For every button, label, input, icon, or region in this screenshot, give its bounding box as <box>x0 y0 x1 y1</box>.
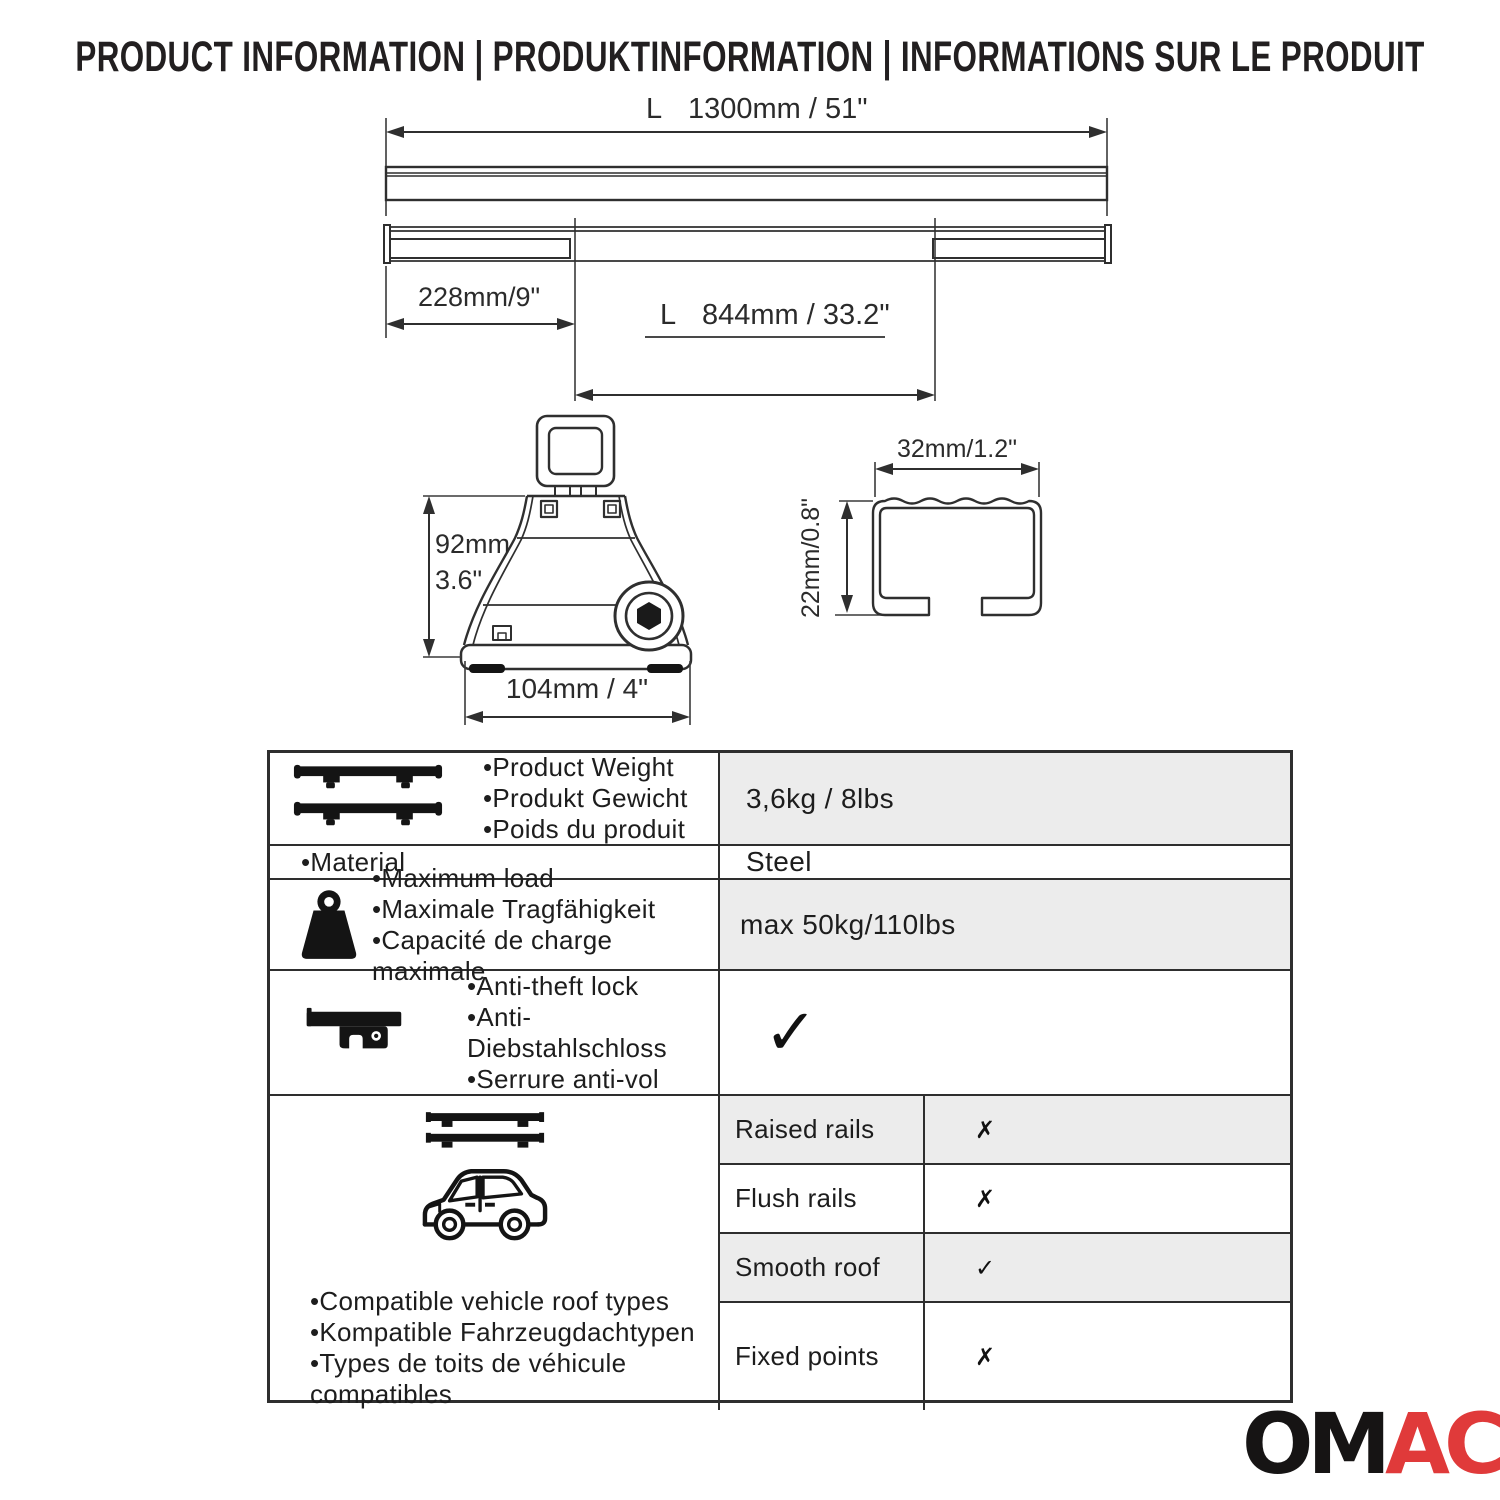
crossbar-bottom-view <box>384 225 1111 263</box>
c-channel-profile <box>873 499 1041 616</box>
dim-end-offset <box>386 282 575 330</box>
row-roof-types <box>270 1096 1290 1410</box>
dim-span <box>575 299 935 401</box>
mounting-foot-drawing <box>405 393 725 733</box>
roof-type-label: Flush rails <box>720 1165 925 1232</box>
roof-type-mark: ✗ <box>975 1342 996 1371</box>
crossbar-length-drawing <box>380 88 1120 403</box>
extension-lines <box>386 118 1107 401</box>
page-title: PRODUCT INFORMATION | PRODUKTINFORMATION | INFORMATIONS SUR LE PRODUIT <box>75 33 1425 81</box>
dim-foot-height <box>423 496 525 657</box>
anti-theft-check-mark: ✓ <box>764 995 819 1070</box>
dim-profile-width-value: 32mm/1.2" <box>896 435 1018 463</box>
value-material: Steel <box>746 846 812 877</box>
row-anti-theft <box>270 971 1290 1096</box>
label-product-weight-fr: •Poids du produit <box>483 814 686 844</box>
roof-type-row-fixed-points <box>720 1303 1290 1410</box>
crossbar-side-view <box>386 167 1107 200</box>
roof-type-mark: ✓ <box>975 1253 996 1282</box>
label-anti-theft-de: •Anti-Diebstahlschloss <box>467 1001 667 1063</box>
roof-type-row-flush-rails <box>720 1165 1290 1234</box>
roof-type-mark: ✗ <box>975 1115 996 1144</box>
roof-type-row-raised-rails <box>720 1096 1290 1165</box>
label-roof-types-fr2: compatibles <box>310 1379 453 1409</box>
dim-foot-width-value: 104mm / 4" <box>505 673 649 704</box>
value-max-load: max 50kg/110lbs <box>720 880 1290 969</box>
label-material: •Material <box>301 846 406 877</box>
label-anti-theft-en: •Anti-theft lock <box>467 970 639 1001</box>
omac-logo-black: OM <box>1242 1395 1385 1493</box>
label-max-load-de: •Maximale Tragfähigkeit <box>372 893 656 924</box>
roof-type-label: Smooth roof <box>720 1234 925 1301</box>
spec-table <box>267 750 1293 1409</box>
label-anti-theft-fr: •Serrure anti-vol <box>467 1063 659 1094</box>
label-roof-types-en: •Compatible vehicle roof types <box>310 1286 670 1316</box>
label-max-load-en: •Maximum load <box>372 862 555 893</box>
label-product-weight-en: •Product Weight <box>483 752 674 782</box>
omac-logo <box>1242 1395 1500 1493</box>
dim-profile-height <box>797 498 929 618</box>
roof-type-label: Fixed points <box>720 1303 925 1410</box>
bar-profile-drawing <box>795 435 1065 645</box>
dim-total-length-value: 1300mm / 51" <box>688 93 868 125</box>
car-roof-icon <box>420 1112 550 1262</box>
dim-foot-height-in: 3.6" <box>435 565 483 595</box>
dim-span-prefix: L <box>660 299 677 331</box>
crossbars-icon <box>293 761 443 837</box>
foot-lock-icon <box>306 1006 402 1060</box>
label-max-load-fr: •Capacité de charge maximale <box>372 924 613 986</box>
weight-icon <box>300 889 358 961</box>
dim-profile-width <box>875 435 1039 497</box>
roof-type-row-smooth-roof <box>720 1234 1290 1303</box>
roof-type-label: Raised rails <box>720 1096 925 1163</box>
hex-bolt <box>615 582 683 650</box>
dim-total-length <box>386 93 1107 138</box>
value-product-weight: 3,6kg / 8lbs <box>720 753 1290 844</box>
dim-span-value: 844mm / 33.2" <box>702 299 890 331</box>
label-roof-types-fr: •Types de toits de véhicule <box>310 1348 627 1378</box>
dim-end-offset-value: 228mm/9" <box>418 282 541 312</box>
dim-foot-height-mm: 92mm <box>435 529 511 559</box>
label-product-weight-de: •Produkt Gewicht <box>483 783 688 813</box>
dim-profile-height-value: 22mm/0.8" <box>797 497 825 619</box>
dim-total-length-prefix: L <box>646 93 663 125</box>
roof-type-mark: ✗ <box>975 1184 996 1213</box>
label-roof-types-de: •Kompatible Fahrzeugdachtypen <box>310 1317 695 1347</box>
omac-logo-red: AC <box>1385 1395 1500 1493</box>
row-product-weight <box>270 753 1290 846</box>
